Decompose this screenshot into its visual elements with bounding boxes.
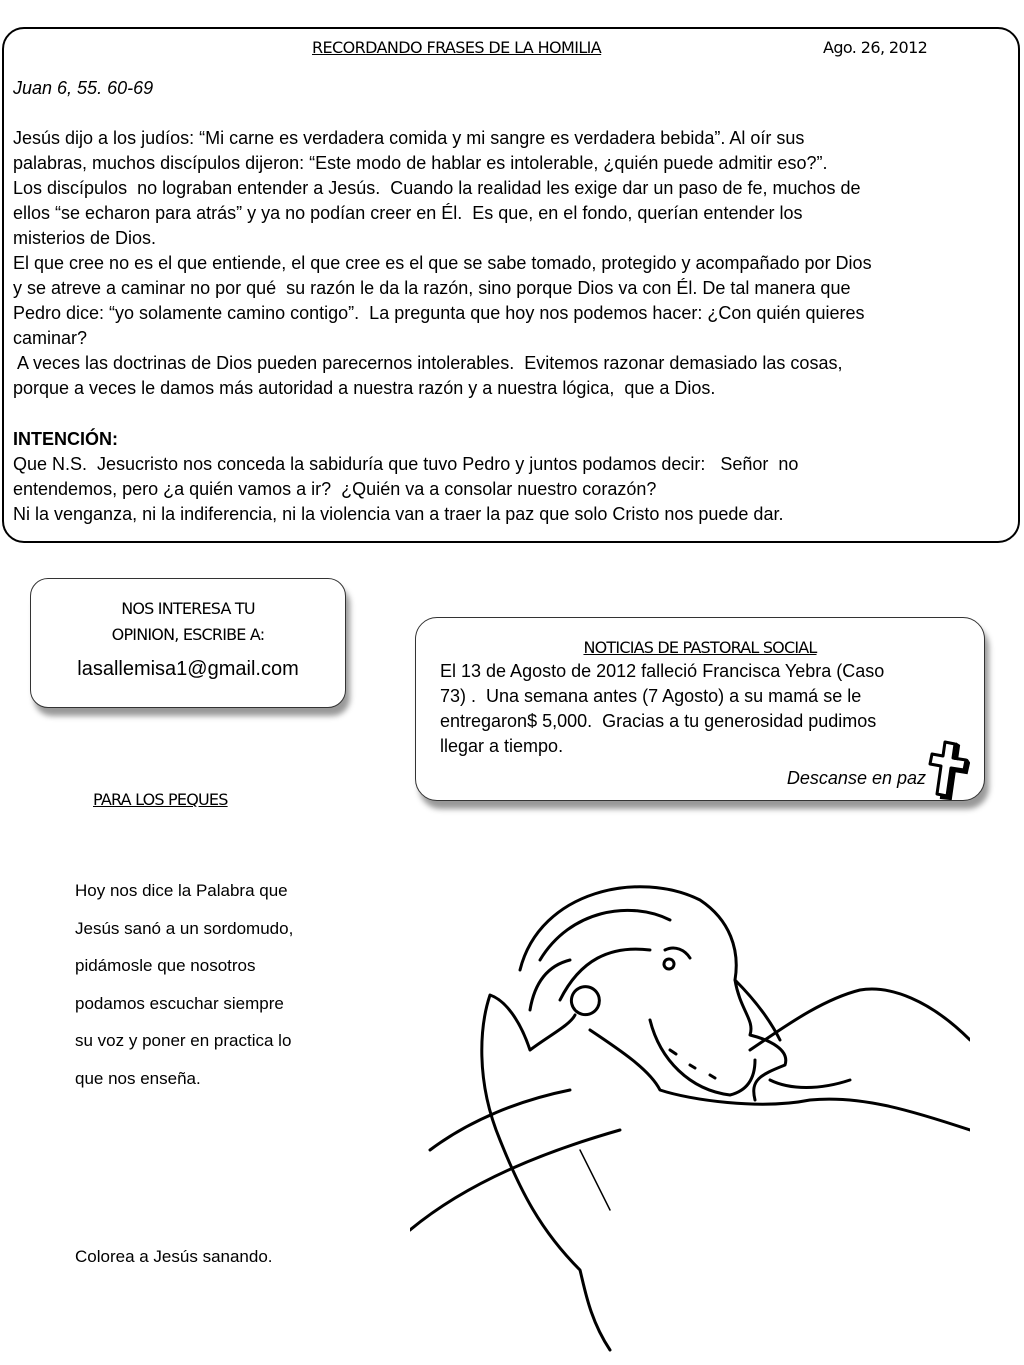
text-line: su voz y poner en practica lo xyxy=(75,1031,292,1050)
rip-text: Descanse en paz xyxy=(786,768,926,788)
eye xyxy=(664,948,690,969)
opinion-title-line: NOS INTERESA TU xyxy=(121,599,255,618)
text-line: A veces las doctrinas de Dios pueden parecernos intolerables. Evitemos razonar demasiado las cosas, xyxy=(13,353,843,373)
text-line: llegar a tiempo. xyxy=(440,736,564,756)
text-line: Pedro dice: “yo solamente camino contigo”. La pregunta que hoy nos podemos hacer: ¿Con quién quieres xyxy=(13,303,865,323)
text-line: Ni la venganza, ni la indiferencia, ni la violencia van a traer la paz que solo Cristo nos puede dar. xyxy=(13,504,784,524)
neck-shoulder xyxy=(410,1090,620,1230)
text-line: que nos enseña. xyxy=(75,1068,201,1088)
social-news-box xyxy=(415,617,985,801)
ear xyxy=(571,987,599,1015)
text-line: El 13 de Agosto de 2012 falleció Francisca Yebra (Caso xyxy=(440,661,885,681)
text-line: ellos “se echaron para atrás” y ya no podían creer en Él. Es que, en el fondo, querían entender los xyxy=(13,203,803,223)
text-line: entregaron$ 5,000. Gracias a tu generosidad pudimos xyxy=(440,711,877,731)
intention-section xyxy=(13,427,798,527)
signature xyxy=(580,1150,610,1210)
coloring-instruction: Colorea a Jesús sanando. xyxy=(75,1247,273,1266)
text-line: podamos escuchar siempre xyxy=(75,993,284,1013)
coloring-illustration xyxy=(410,850,970,1360)
text-line: palabras, muchos discípulos dijeron: “Este modo de hablar es intolerable, ¿quién puede admitir eso?”. xyxy=(13,153,828,173)
text-line: pidámosle que nosotros xyxy=(75,956,256,975)
text-line: El que cree no es el que entiende, el que cree es el que se sabe tomado, protegido y acompañado por Dios xyxy=(13,253,872,273)
social-title: NOTICIAS DE PASTORAL SOCIAL xyxy=(583,638,817,657)
homily-title: RECORDANDO FRASES DE LA HOMILIA xyxy=(312,38,602,57)
right-hand xyxy=(590,989,970,1130)
beard xyxy=(650,1020,755,1095)
text-line: misterios de Dios. xyxy=(13,228,157,248)
text-line: Que N.S. Jesucristo nos conceda la sabiduría que tuvo Pedro y juntos podamos decir: Señor no xyxy=(13,454,799,474)
kids-title: PARA LOS PEQUES xyxy=(93,790,228,809)
opinion-box xyxy=(30,578,346,708)
text-line: caminar? xyxy=(13,328,88,348)
text-line: Jesús dijo a los judíos: “Mi carne es verdadera comida y mi sangre es verdadera bebida”. Al oír sus xyxy=(13,128,805,148)
gospel-reference: Juan 6, 55. 60-69 xyxy=(13,78,154,98)
text-line: 73) . Una semana antes (7 Agosto) a su mamá se le xyxy=(440,686,862,706)
text-line: y se atreve a caminar no por qué su razón le da la razón, sino porque Dios va con Él. De tal manera que xyxy=(13,278,851,298)
homily-paragraph xyxy=(13,126,872,401)
text-line: Jesús sanó a un sordomudo, xyxy=(75,918,294,938)
text-line: entendemos, pero ¿a quién vamos a ir? ¿Quién va a consolar nuestro corazón? xyxy=(13,479,657,499)
homily-date: Ago. 26, 2012 xyxy=(823,38,928,57)
text-line: porque a veces le damos más autoridad a nuestra razón y a nuestra lógica, que a Dios. xyxy=(13,378,716,398)
opinion-title xyxy=(31,596,345,648)
opinion-title-line: OPINION, ESCRIBE A: xyxy=(111,625,265,644)
cross-icon xyxy=(928,738,970,800)
contact-email[interactable]: lasallemisa1@gmail.com xyxy=(77,658,299,680)
intention-label: INTENCIÓN: xyxy=(13,429,118,449)
text-line: Hoy nos dice la Palabra que xyxy=(75,881,288,900)
text-line: Los discípulos no lograban entender a Jesús. Cuando la realidad les exige dar un paso de fe, muchos de xyxy=(13,178,861,198)
social-body xyxy=(440,659,984,759)
kids-text xyxy=(75,872,293,1097)
